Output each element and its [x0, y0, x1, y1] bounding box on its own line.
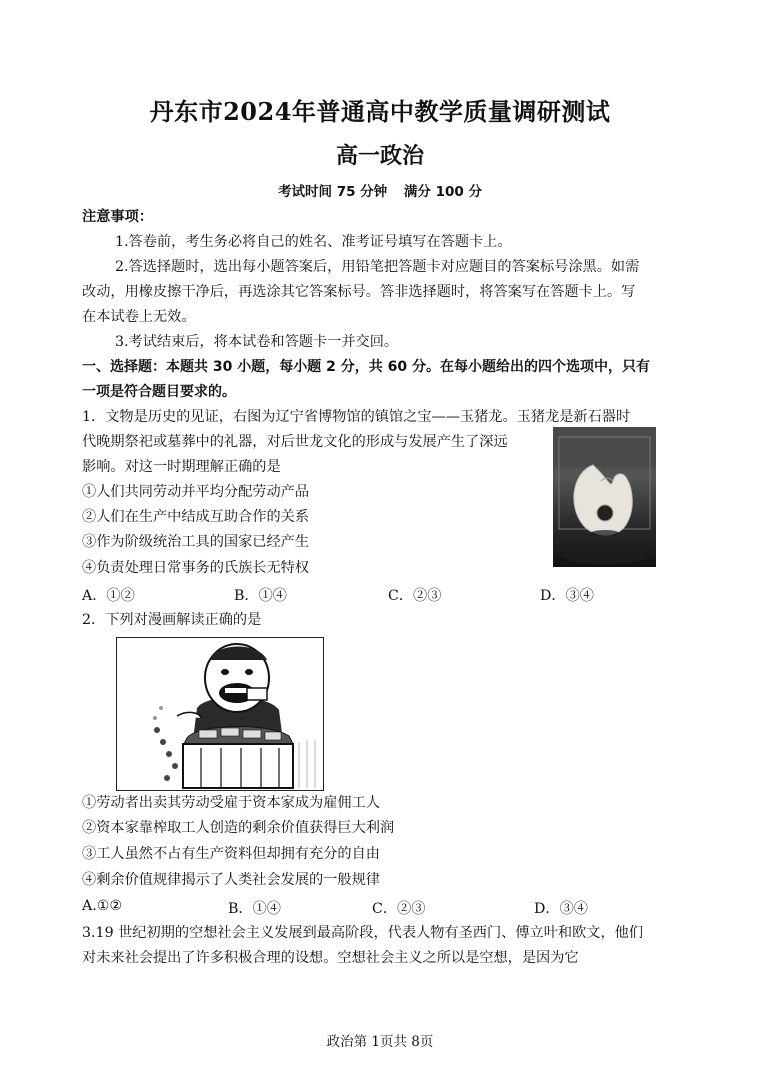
q2-option-a: A.①② [82, 898, 123, 914]
notice-item: 改动，用橡皮擦干净后，再选涂其它答案标号。答非选择题时，将答案写在答题卡上。写 [82, 284, 636, 300]
q1-stem: 1．文物是历史的见证，右图为辽宁省博物馆的镇馆之宝——玉猪龙。玉猪龙是新石器时 [82, 409, 631, 425]
notice-heading: 注意事项： [82, 209, 153, 225]
section-heading: 一、选择题：本题共 30 小题，每小题 2 分，共 60 分。在每小题给出的四个选项中，只有 [82, 359, 650, 375]
q1-option-a: A．①② [82, 588, 135, 604]
q2-option-d: D．③④ [534, 901, 588, 917]
notice-item: 在本试卷上无效。 [82, 309, 196, 325]
q1-stem: 影响。对这一时期理解正确的是 [82, 459, 281, 475]
q1-statement: ④负责处理日常事务的氏族长无特权 [82, 560, 310, 576]
section-heading-cont: 一项是符合题目要求的。 [82, 384, 236, 400]
q2-statement: ③工人虽然不占有生产资料但却拥有充分的自由 [82, 846, 380, 862]
q1-option-d: D．③④ [540, 588, 594, 604]
exam-time: 考试时间 75 分钟 [278, 184, 388, 200]
exam-score: 满分 100 分 [403, 184, 482, 200]
q2-statement: ①劳动者出卖其劳动受雇于资本家成为雇佣工人 [82, 795, 380, 811]
exam-title: 丹东市2024年普通高中教学质量调研测试 [149, 97, 611, 126]
notice-item: 1.答卷前，考生务必将自己的姓名、准考证号填写在答题卡上。 [115, 234, 512, 250]
q1-option-c: C．②③ [388, 588, 442, 604]
q3-stem: 3.19 世纪初期的空想社会主义发展到最高阶段，代表人物有圣西门、傅立叶和欧文，他们 [82, 925, 644, 941]
q2-statement: ②资本家靠榨取工人创造的剩余价值获得巨大利润 [82, 820, 395, 836]
q1-statement: ③作为阶级统治工具的国家已经产生 [82, 534, 310, 550]
notice-item: 2.答选择题时，选出每小题答案后，用铅笔把答题卡对应题目的答案标号涂黑。如需 [115, 259, 640, 275]
q2-option-c: C．②③ [372, 901, 426, 917]
q1-statement: ②人们在生产中结成互助合作的关系 [82, 509, 310, 525]
notice-item: 3.考试结束后，将本试卷和答题卡一并交回。 [115, 334, 399, 350]
q3-stem: 对未来社会提出了许多积极合理的设想。空想社会主义之所以是空想，是因为它 [82, 950, 579, 966]
q2-statement: ④剩余价值规律揭示了人类社会发展的一般规律 [82, 872, 380, 888]
capitalist-cartoon [116, 637, 324, 791]
jade-pig-dragon-photo [553, 427, 656, 567]
page-footer: 政治第 1页共 8页 [326, 1034, 434, 1050]
q1-stem: 代晚期祭祀或墓葬中的礼器，对后世龙文化的形成与发展产生了深远 [82, 434, 508, 450]
q1-statement: ①人们共同劳动并平均分配劳动产品 [82, 484, 310, 500]
exam-meta [0, 180, 760, 200]
q1-option-b: B．①④ [234, 588, 287, 604]
subject-title: 高一政治 [335, 143, 424, 169]
q2-option-b: B．①④ [228, 901, 281, 917]
q2-stem: 2．下列对漫画解读正确的是 [82, 612, 262, 628]
